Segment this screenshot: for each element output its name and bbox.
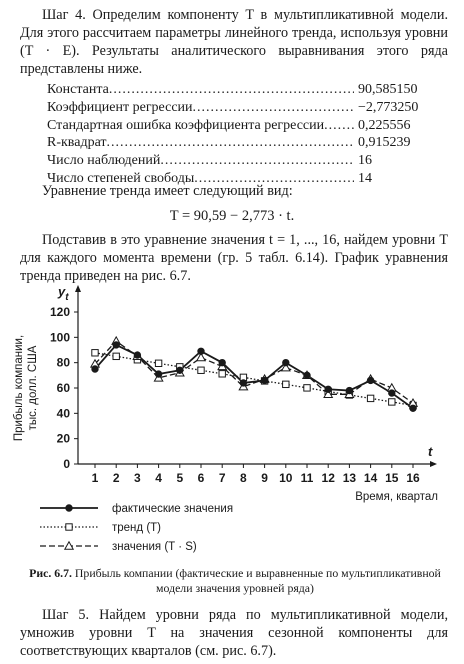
data-point [113, 353, 119, 359]
legend-marker [66, 505, 72, 511]
x-tick-label: 6 [197, 471, 205, 485]
data-point [219, 371, 225, 377]
x-tick-label: 8 [240, 471, 247, 485]
x-tick-label: 10 [279, 471, 293, 485]
figure-caption [20, 566, 450, 596]
regression-stats [47, 81, 451, 188]
stat-value: 0,225556 [358, 117, 411, 133]
stat-row-std-error [47, 117, 451, 135]
data-point [198, 348, 204, 354]
data-point [283, 381, 289, 387]
stat-label: Число степеней свободы [47, 170, 195, 186]
data-point [134, 352, 140, 358]
stat-label: Коэффициент регрессии [47, 99, 193, 115]
step5-paragraph: Шаг 5. Найдем уровни ряда по мультипликативной модели, умножив уровни T на значения сезонной компоненты для соответствующих кварталов (см. рис. 6.7). [20, 607, 448, 659]
x-tick-label: 13 [342, 471, 357, 485]
substitution-paragraph: Подставив в это уравнение значения t = 1, ..., 16, найдем уровни T для каждого момента времени (гр. 5 табл. 6.14). График уравнения тренда приведен на рис. 6.7. [20, 232, 448, 284]
data-point [92, 366, 98, 372]
stat-value: 90,585150 [358, 82, 418, 97]
y-tick-label: 120 [49, 305, 70, 319]
x-tick-label: 5 [176, 471, 184, 485]
data-point [155, 371, 161, 377]
legend-label: значения (T · S) [112, 541, 197, 553]
data-point [367, 377, 373, 383]
stat-label: Константа [47, 82, 109, 97]
stat-row-constant [47, 81, 451, 99]
y-tick-label: 60 [56, 381, 70, 395]
y-tick-label: 80 [56, 355, 70, 370]
y-tick-label: 20 [56, 431, 70, 446]
profit-chart [0, 276, 464, 564]
data-point [283, 359, 289, 365]
data-point [92, 350, 98, 356]
x-tick-label: 11 [300, 471, 314, 485]
data-point [261, 377, 267, 383]
y-tick-label: 40 [56, 406, 70, 421]
stat-label: R-квадрат [47, 135, 107, 151]
x-tick-label: 14 [363, 471, 378, 485]
x-tick-label: 2 [112, 471, 120, 485]
step4-paragraph: Шаг 4. Определим компоненту T в мультипликативной модели. Для этого рассчитаем параметры линейного тренда, используя уровни (T · E). Результаты аналитического выравнивания этого ряда представлены ниже. [20, 7, 448, 77]
y-axis-label: Прибыль компании, тыс. долл. США [13, 334, 39, 442]
stat-row-r-squared [47, 134, 451, 152]
data-point [198, 367, 204, 373]
x-tick-label: 16 [406, 471, 420, 485]
data-point [304, 385, 310, 391]
data-point [325, 386, 331, 392]
trend-equation: T = 90,59 − 2,773 · t. [169, 208, 295, 224]
data-point [410, 405, 416, 411]
caption-label: Рис. 6.7. [29, 566, 72, 580]
stat-value: 0,915239 [358, 135, 411, 151]
data-point [389, 390, 395, 396]
y-tick-label: 0 [63, 457, 70, 471]
data-point [177, 367, 183, 373]
stat-label: Число наблюдений [47, 153, 161, 169]
x-axis-symbol: t [428, 444, 433, 459]
x-axis-arrow [430, 461, 437, 467]
data-point [389, 399, 395, 405]
y-axis-symbol: $y_t$ [58, 284, 69, 303]
caption-text: Прибыль компании (фактические и выравненные по мультипликативной модели значения уровней ряда) [74, 566, 441, 595]
series-line [95, 341, 413, 403]
stat-value: 16 [358, 153, 372, 169]
legend-label: тренд (T) [112, 522, 161, 534]
data-point [155, 360, 161, 366]
stat-row-observations [47, 152, 451, 170]
legend-label: фактические значения [112, 503, 234, 515]
trend-intro: Уравнение тренда имеет следующий вид: [42, 183, 293, 199]
x-tick-label: 12 [321, 471, 335, 485]
x-tick-label: 9 [261, 471, 268, 485]
x-tick-label: 15 [385, 471, 399, 485]
x-tick-label: 1 [91, 471, 99, 485]
legend-marker [66, 524, 72, 530]
x-tick-label: 4 [155, 471, 162, 485]
stat-label: Стандартная ошибка коэффициента регрессии [47, 117, 325, 133]
data-point [346, 387, 352, 393]
x-tick-label: 7 [218, 471, 226, 485]
y-tick-label: 100 [49, 330, 70, 345]
data-point [240, 380, 246, 386]
x-tick-label: 3 [134, 471, 141, 485]
data-point [219, 359, 225, 365]
data-point [113, 342, 119, 348]
series-line [95, 345, 413, 408]
stat-value: −2,773250 [358, 99, 419, 115]
stat-value: 14 [358, 170, 372, 186]
x-axis-label: Время, квартал [355, 491, 438, 503]
data-point [367, 395, 373, 401]
data-point [304, 372, 310, 378]
y-axis-arrow [75, 285, 81, 292]
stat-row-coefficient [47, 99, 451, 117]
